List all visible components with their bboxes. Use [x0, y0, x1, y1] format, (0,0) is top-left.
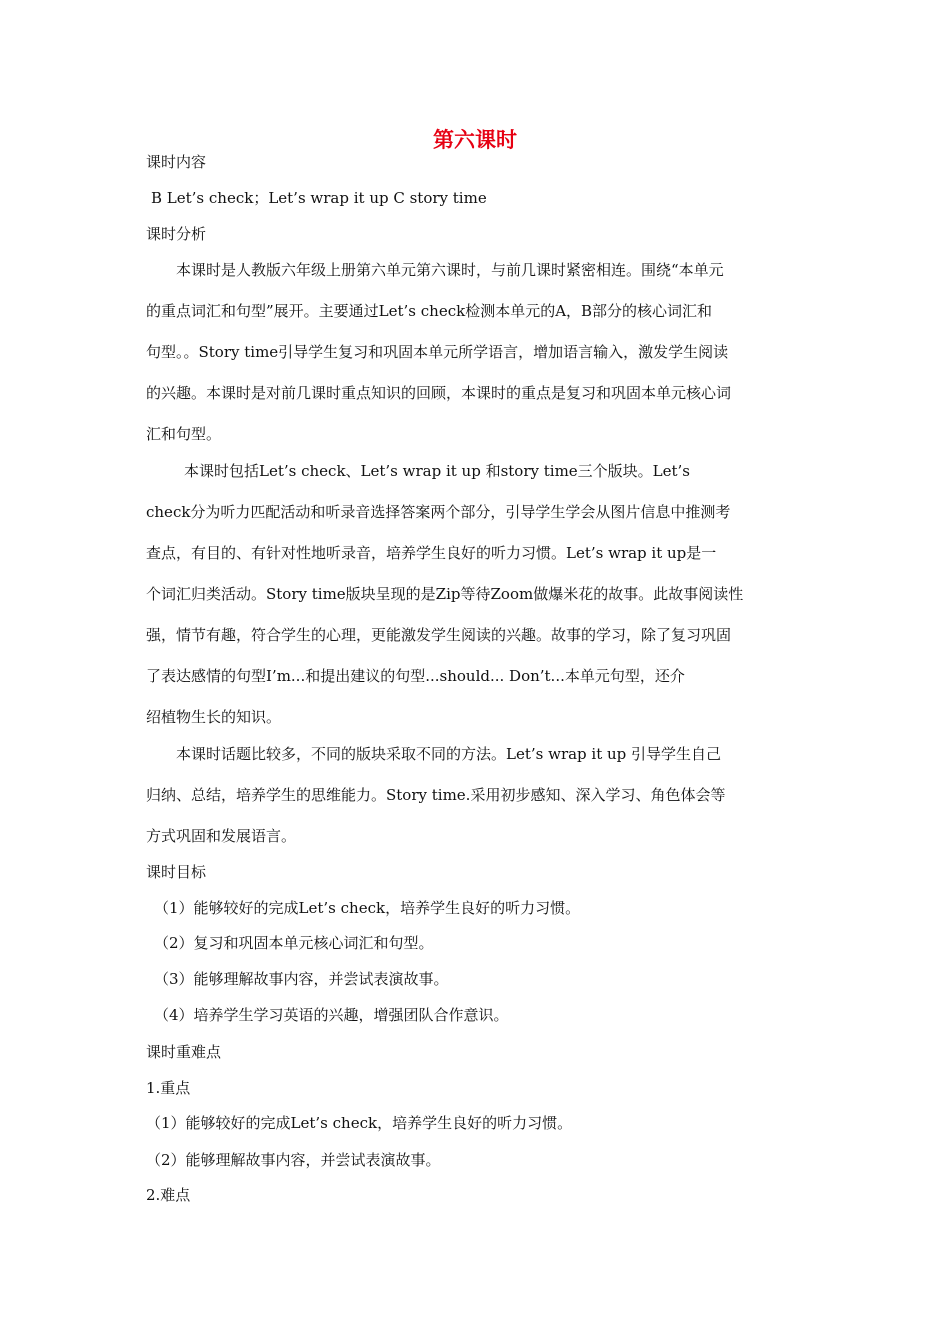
- heading-analysis: 课时分析: [146, 225, 207, 243]
- text-line: check分为听力匹配活动和听录音选择答案两个部分，引导学生学会从图片信息中推测考: [146, 503, 731, 521]
- text-line: 本课时包括Let’s check、Let’s wrap it up 和story time三个版块。Let’s: [184, 462, 691, 480]
- heading-goals: 课时目标: [146, 863, 207, 881]
- goal-item: （2）复习和巩固本单元核心词汇和句型。: [154, 934, 434, 952]
- text-line: 本课时是人教版六年级上册第六单元第六课时，与前几课时紧密相连。围绕“本单元: [176, 261, 724, 279]
- key-points-heading: 1.重点: [146, 1079, 191, 1097]
- key-point-item: （1）能够较好的完成Let’s check，培养学生良好的听力习惯。: [146, 1114, 573, 1132]
- analysis-paragraph-2: [146, 451, 808, 738]
- text-line: 查点，有目的、有针对性地听录音，培养学生良好的听力习惯。Let’s wrap it up是一: [146, 544, 717, 562]
- heading-content: 课时内容: [146, 153, 207, 171]
- text-line: 方式巩固和发展语言。: [146, 827, 297, 845]
- document-title: 第六课时: [433, 128, 517, 152]
- text-line: 本课时话题比较多，不同的版块采取不同的方法。Let’s wrap it up 引导学生自己: [176, 745, 722, 763]
- difficult-points-heading: 2.难点: [146, 1186, 191, 1204]
- text-line: 强，情节有趣，符合学生的心理，更能激发学生阅读的兴趣。故事的学习，除了复习巩固: [146, 626, 732, 644]
- goal-item: （1）能够较好的完成Let’s check，培养学生良好的听力习惯。: [154, 899, 581, 917]
- text-line: 的兴趣。本课时是对前几课时重点知识的回顾，本课时的重点是复习和巩固本单元核心词: [146, 384, 732, 402]
- text-line: 句型。。Story time引导学生复习和巩固本单元所学语言，增加语言输入，激发学生阅读: [146, 343, 729, 361]
- analysis-paragraph-1: [146, 250, 808, 455]
- content-line: B Let’s check；Let’s wrap it up C story time: [151, 189, 487, 207]
- text-line: 绍植物生长的知识。: [146, 708, 282, 726]
- heading-key-difficult: 课时重难点: [146, 1043, 222, 1061]
- text-line: 归纳、总结，培养学生的思维能力。Story time.采用初步感知、深入学习、角色体会等: [146, 786, 726, 804]
- goal-item: （4）培养学生学习英语的兴趣，增强团队合作意识。: [154, 1006, 509, 1024]
- text-line: 个词汇归类活动。Story time版块呈现的是Zip等待Zoom做爆米花的故事。此故事阅读性: [146, 585, 744, 603]
- key-point-item: （2）能够理解故事内容，并尝试表演故事。: [146, 1151, 441, 1169]
- text-line: 了表达感情的句型I’m...和提出建议的句型...should... Don’t...本单元句型，还介: [146, 667, 685, 685]
- text-line: 汇和句型。: [146, 425, 222, 443]
- analysis-paragraph-3: [146, 734, 808, 857]
- goal-item: （3）能够理解故事内容，并尝试表演故事。: [154, 970, 449, 988]
- text-line: 的重点词汇和句型”展开。主要通过Let’s check检测本单元的A，B部分的核心词汇和: [146, 302, 713, 320]
